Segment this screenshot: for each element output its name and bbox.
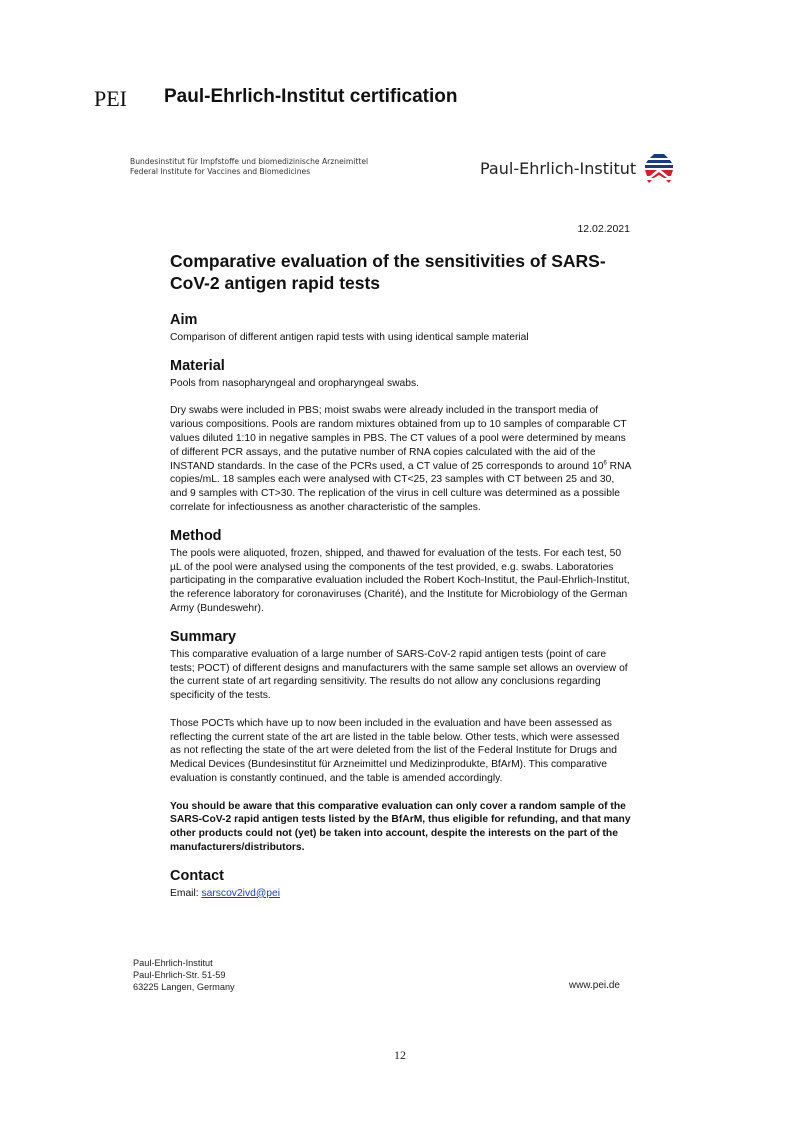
footer-address-line: 63225 Langen, Germany — [133, 982, 235, 992]
aim-text: Comparison of different antigen rapid tests with using identical sample material — [170, 332, 529, 343]
footer-website-link[interactable]: www.pei.de — [568, 980, 620, 991]
email-link[interactable]: sarscov2ivd@pei — [201, 887, 281, 899]
contact-line — [170, 887, 632, 901]
contact-heading: Contact — [170, 867, 224, 884]
section-summary — [170, 629, 632, 855]
email-label: Email: — [170, 887, 202, 899]
pei-mark: PEI — [94, 86, 127, 111]
summary-heading: Summary — [170, 628, 237, 645]
summary-paragraph-1: This comparative evaluation of a large number of SARS-CoV-2 rapid antigen tests (point of care tests; POCT) of different designs and manufacturers with the same sample set allows an overview of the current state of art regarding sensitivity. The results do not allow any conclusions regarding specificity of the tests. — [170, 648, 628, 702]
material-text-part-1: Dry swabs were included in PBS; moist swabs were already included in the transport media of various compositions. Pools are random mixtures obtained from up to 10 samples of comparable CT values diluted 1:10 in negative samples in PBS. The CT values of a pool were determined by means of different PCR assays, and the putative number of RNA copies calculated with the aid of the INSTAND standards. In the case of the PCRs used, a CT value of 25 corresponds to around 10 — [170, 405, 627, 472]
logo-text: Paul-Ehrlich-Institut — [480, 158, 637, 178]
institute-names — [130, 157, 368, 177]
material-heading: Material — [170, 357, 225, 374]
page-number: 12 — [394, 1048, 406, 1062]
method-text: The pools were aliquoted, frozen, shipped, and thawed for evaluation of the tests. For each test, 50 µL of the pool were analysed using the components of the test provided, e.g. swabs. Laboratories participating in the comparative evaluation included the Robert Koch-Institut, the Paul-Ehrlich-Institut, the reference laboratory for coronaviruses (Charité), and the Institute for Microbiology of the German Army (Bundeswehr). — [170, 547, 630, 614]
section-contact — [170, 868, 632, 901]
footer-address — [133, 957, 235, 993]
document-title: Comparative evaluation of the sensitivities of SARS-CoV-2 antigen rapid tests — [170, 251, 606, 293]
pei-emblem-icon — [642, 151, 676, 185]
footer-address-line: Paul-Ehrlich-Institut — [133, 958, 213, 968]
material-paragraph-2 — [170, 404, 632, 514]
section-aim — [170, 312, 632, 345]
institute-name-de: Bundesinstitut für Impfstoffe und biomedizinische Arzneimittel — [130, 157, 369, 166]
section-method — [170, 528, 632, 616]
summary-paragraph-2: Those POCTs which have up to now been included in the evaluation and have been assessed as reflecting the current state of the art are listed in the table below. Other tests, which were assessed as not reflecting the state of the art were deleted from the list of the Federal Institute for Drugs and Medical Devices (Bundesinstitut für Arzneimittel und Medizinprodukte, BfArM). This comparative evaluation is constantly continued, and the table is amended accordingly. — [170, 717, 620, 784]
material-paragraph-1: Pools from nasopharyngeal and oropharyngeal swabs. — [170, 377, 419, 389]
document-body — [170, 250, 632, 914]
pei-logo — [480, 151, 676, 185]
material-text-part-2: RNA copies/mL. 18 samples each were analysed with CT<25, 23 samples with CT between 25 and 30, and 9 samples with CT>30. The replication of the virus in cell culture was determined as a possible correlate for infectiousness as another characteristic of the samples. — [170, 460, 631, 513]
footer-address-line: Paul-Ehrlich-Str. 51-59 — [133, 970, 226, 980]
institute-name-en: Federal Institute for Vaccines and Biomedicines — [130, 167, 311, 176]
certification-title: Paul-Ehrlich-Institut certification — [164, 86, 458, 107]
aim-heading: Aim — [170, 312, 198, 328]
method-heading: Method — [170, 527, 222, 544]
summary-notice: You should be aware that this comparative evaluation can only cover a random sample of the SARS-CoV-2 rapid antigen tests listed by the BfArM, thus eligible for refunding, and that many other products could not (yet) be taken into account, despite the interests on the part of the manufacturers/distributors. — [170, 800, 631, 853]
section-material — [170, 358, 632, 515]
exponent: 6 — [603, 460, 607, 467]
document-date: 12.02.2021 — [577, 223, 630, 235]
